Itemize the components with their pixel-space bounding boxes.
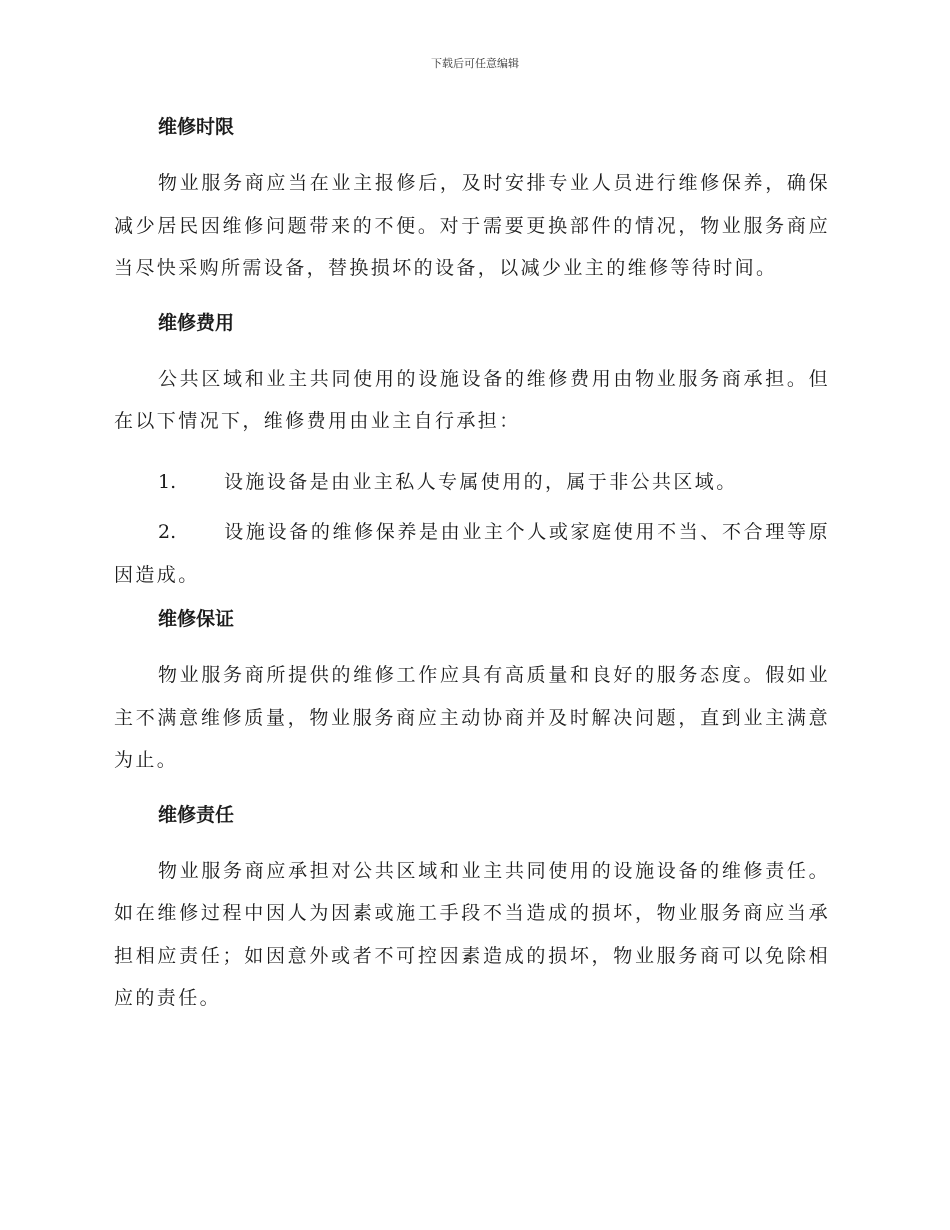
section-heading: 维修责任 [158, 803, 235, 826]
list-item-number: 1. [158, 470, 177, 493]
section-repair-responsibility [114, 800, 830, 1020]
document-body [114, 112, 830, 1038]
list-item-number: 2. [158, 521, 177, 543]
list-item-text: 设施设备的维修保养是由业主个人或家庭使用不当、不合理等原因造成。 [114, 521, 830, 586]
paragraph: 公共区域和业主共同使用的设施设备的维修费用由物业服务商承担。但在以下情况下，维修费用由业主自行承担： [114, 367, 830, 432]
section-heading: 维修费用 [158, 311, 235, 334]
section-repair-guarantee [114, 604, 830, 782]
list-item [114, 511, 830, 596]
section-heading: 维修时限 [158, 116, 235, 138]
section-repair-cost [114, 308, 830, 597]
section-repair-time-limit [114, 112, 830, 290]
page-header-note: 下载后可任意编辑 [431, 57, 519, 70]
paragraph: 物业服务商应当在业主报修后，及时安排专业人员进行维修保养，确保减少居民因维修问题带来的不便。对于需要更换部件的情况，物业服务商应当尽快采购所需设备，替换损坏的设备，以减少业主的维修等待时间。 [114, 172, 830, 279]
paragraph: 物业服务商应承担对公共区域和业主共同使用的设施设备的维修责任。如在维修过程中因人为因素或施工手段不当造成的损坏，物业服务商应当承担相应责任；如因意外或者不可控因素造成的损坏，物业服务商可以免除相应的责任。 [114, 859, 830, 1009]
paragraph: 物业服务商所提供的维修工作应具有高质量和良好的服务态度。假如业主不满意维修质量，物业服务商应主动协商并及时解决问题，直到业主满意为止。 [114, 664, 830, 771]
list-item-text: 设施设备是由业主私人专属使用的，属于非公共区域。 [224, 470, 738, 493]
list-item [114, 461, 830, 504]
section-heading: 维修保证 [158, 608, 235, 630]
